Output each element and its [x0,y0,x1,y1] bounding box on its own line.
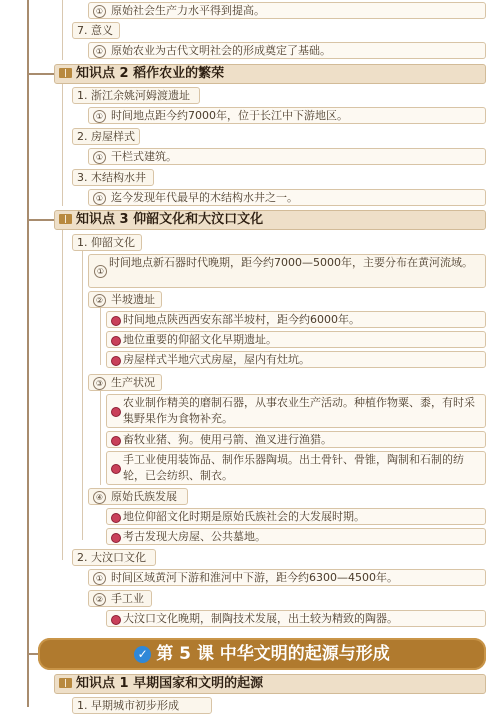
list-item [106,351,486,368]
subsection-text: 原始氏族发展 [111,490,177,503]
item-text: 时间地点陕西西安东部半坡村，距今约6000年。 [123,313,360,326]
number-badge: ① [93,5,106,18]
list-item [88,189,486,206]
book-icon [59,678,72,688]
subsection-text: 手工业 [111,592,144,605]
item-text: 时间地点新石器时代晚期，距今约7000—5000年，主要分布在黄河流域。 [109,256,473,269]
list-item [106,394,486,428]
knowledge-point-2 [54,64,486,84]
mindmap-spine [27,0,29,707]
connector [27,219,54,221]
section-label: 2. 大汶口文化 [72,549,156,566]
number-badge: ① [94,265,107,278]
knowledge-point-1 [54,674,486,694]
item-text: 手工业使用装饰品、制作乐器陶埙。出土骨针、骨锥，陶制和石制的纺轮，已会纺织、制衣。 [123,453,464,482]
bullet-icon [111,316,121,326]
item-text: 时间地点距今约7000年，位于长江中下游地区。 [111,109,348,122]
item-text: 干栏式建筑。 [111,150,177,163]
subsection-label [88,374,162,391]
list-item [88,107,486,124]
subsection-text: 生产状况 [111,376,155,389]
bullet-icon [111,615,121,625]
knowledge-point-3 [54,210,486,230]
number-badge: ① [93,572,106,585]
subsection-label [88,488,188,505]
subsection-label [88,590,152,607]
list-item [106,610,486,627]
checkmark-icon: ✓ [134,646,151,663]
tree-line [62,84,63,206]
book-icon [59,68,72,78]
list-item [106,311,486,328]
list-item [106,508,486,525]
section-label: 2. 房屋样式 [72,128,140,145]
connector [27,73,54,75]
item-text: 农业制作精美的磨制石器，从事农业生产活动。种植作物粟、黍，有时采集野果作为食物补充。 [123,396,475,425]
item-text: 房屋样式半地穴式房屋，屋内有灶坑。 [123,353,310,366]
section-label: 7. 意义 [72,22,120,39]
bullet-icon [111,436,121,446]
connector [27,653,38,655]
list-item [88,254,486,288]
item-text: 地位重要的仰韶文化早期遗址。 [123,333,277,346]
number-badge: ① [93,192,106,205]
lesson-banner [38,638,486,670]
number-badge: ③ [93,377,106,390]
section-label: 1. 早期城市初步形成 [72,697,212,714]
bullet-icon [111,464,121,474]
item-text: 时间区域黄河下游和淮河中下游，距今约6300—4500年。 [111,571,398,584]
subsection-text: 半坡遗址 [111,293,155,306]
tree-line [62,230,63,560]
list-item [106,451,486,485]
list-item [106,528,486,545]
section-label: 1. 浙江余姚河姆渡遗址 [72,87,200,104]
number-badge: ① [93,151,106,164]
list-item [106,431,486,448]
bullet-icon [111,533,121,543]
section-label: 1. 仰韶文化 [72,234,142,251]
bullet-icon [111,407,121,417]
knowledge-point-title: 知识点 1 早期国家和文明的起源 [76,676,264,691]
item-text: 迄今发现年代最早的木结构水井之一。 [111,191,298,204]
section-label: 3. 木结构水井 [72,169,154,186]
knowledge-point-title: 知识点 2 稻作农业的繁荣 [76,66,225,81]
tree-line [62,0,63,60]
number-badge: ④ [93,491,106,504]
subsection-label [88,291,162,308]
item-text: 原始社会生产力水平得到提高。 [111,4,265,17]
list-item [88,569,486,586]
bullet-icon [111,336,121,346]
tree-line [82,250,83,540]
book-icon [59,214,72,224]
list-item [106,331,486,348]
bullet-icon [111,356,121,366]
bullet-icon [111,513,121,523]
number-badge: ② [93,294,106,307]
number-badge: ① [93,110,106,123]
item-text: 地位仰韶文化时期是原始氏族社会的大发展时期。 [123,510,365,523]
list-item [88,42,486,59]
knowledge-point-title: 知识点 3 仰韶文化和大汶口文化 [76,212,264,227]
tree-line [100,390,101,485]
list-item [88,2,486,19]
lesson-title: 第 5 课 中华文明的起源与形成 [156,644,390,664]
tree-line [100,305,101,365]
item-text: 大汶口文化晚期，制陶技术发展，出土较为精致的陶器。 [123,612,398,625]
item-text: 畜牧业猪、狗。使用弓箭、渔叉进行渔猎。 [123,433,332,446]
number-badge: ② [93,593,106,606]
item-text: 考古发现大房屋、公共墓地。 [123,530,266,543]
number-badge: ① [93,45,106,58]
list-item [88,148,486,165]
item-text: 原始农业为古代文明社会的形成奠定了基础。 [111,44,331,57]
